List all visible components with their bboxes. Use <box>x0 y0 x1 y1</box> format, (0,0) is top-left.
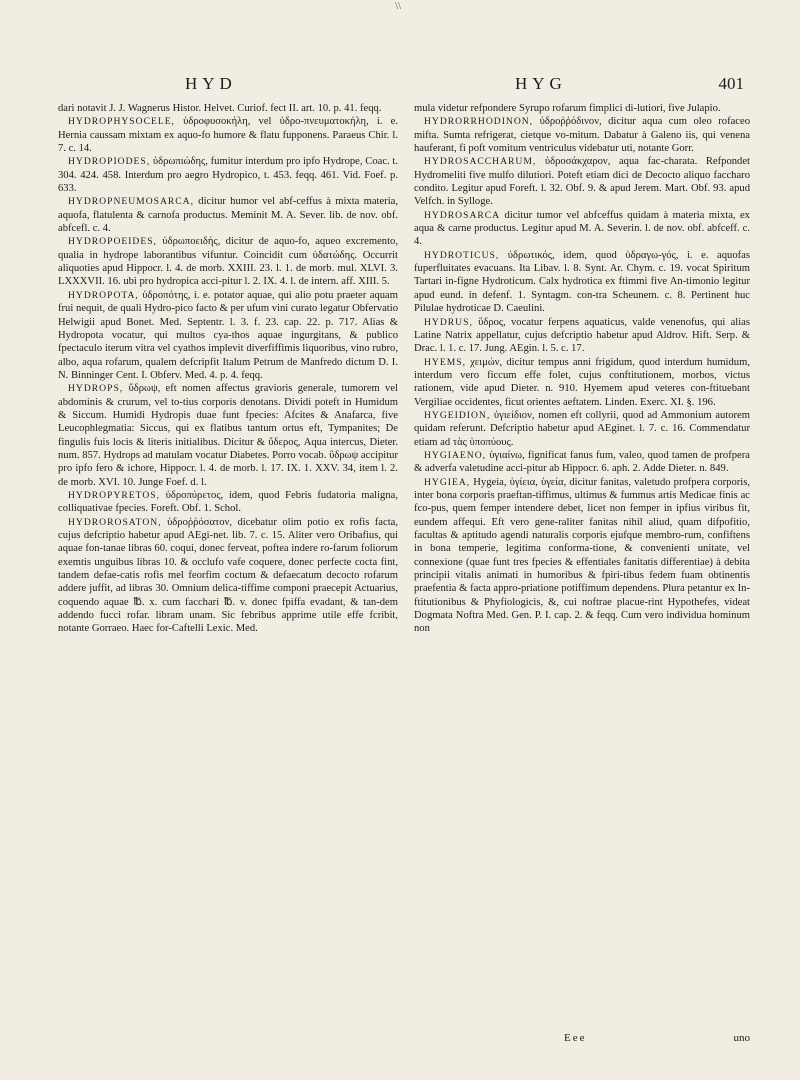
entry-lemma: HYDROPS, <box>68 383 124 395</box>
dictionary-entry <box>414 476 750 636</box>
entry-text: dicitur tumor vel abfceffus quidam à materia mixta, ex aqua & carne productus. Legitur apud M. A. Severin. l. de nov. obf. abfceff. c. 4. <box>414 209 750 248</box>
catchword: uno <box>733 1032 750 1044</box>
header-right-title: HYG <box>515 74 567 93</box>
entry-text: ὕδρος, vocatur ferpens aquaticus, valde venenofus, qui alias Latine Natrix appellatur, cujus defcriptio habetur apud Aldrov. Hift. Serp. & Drac. l. 1. c. 17. Jung. AEgin. l. 5. c. 17. <box>414 316 750 355</box>
signature-mark: Eee <box>564 1032 587 1044</box>
dictionary-entry <box>58 382 398 489</box>
entry-lemma: HYDROPOEIDES, <box>68 236 157 248</box>
entry-text: ὑδρωπιώδης, fumitur interdum pro ipfo Hydrope, Coac. t. 304. 424. 458. Interdum pro aegro Hydropico, t. 453. feqq. 461. Vid. Foef. p. 633. <box>58 156 399 195</box>
entry-lemma: HYDROPNEUMOSARCA, <box>68 196 195 208</box>
entry-text: Hygeia, ὑγίεια, ὑγεία, dicitur fanitas, valetudo profpera corporis, inter bona corporis praeftan-tiffimus, ultimus & fummus artis Medicae finis ac fco-pus, quem femper intendere debet, licet non femper in ipfius viribus fit, eundem affequi. Eft vero gene-raliter fanitas nihil aliud, quam difpofitio, facultas & aptitudo agendi naturalis corporis ejufque membro-rum, confiftens in bona temperie, legitima conforma-tione, & convenienti unitate, vel connexione (quae funt tres fpecies & effentiales fanitatis differentiae) à debita principii vitalis animati in humoribus & fpiri-tibus fedem fuam obtinentis praefentia & facta appro-priatione potiffimum dependens. Plura petantur ex In-ftitutionibus & Phyfiologicis, &, cui noftrae placue-rint Hypothefes, videat Dogmata Noftra Med. Gen. P. I. cap. 2. & feqq. Cum vero individua hominum non <box>414 476 750 635</box>
entry-text: ὑγιαίνω, fignificat fanus fum, valeo, quod tamen de profpera & adverfa valetudine acci-pitur ab Hippocr. 6. aph. 2. Adde Dieter. n. 849. <box>414 449 750 475</box>
entry-lemma: HYDROPHYSOCELE, <box>68 116 175 128</box>
top-mark: \\ <box>395 0 402 12</box>
dictionary-entry <box>414 316 750 356</box>
entry-text: ὑδροῤῥόσατον, dicebatur olim potio ex rofis facta, cujus defcriptio habetur apud AEgi-net. lib. 7. c. 15. Aliter vero Oribafius, qui aquae fon-tanae libras 60. coqui, donec ferveat, poftea indere ro-farum foliorum exemtis unguibus libras 10. & occlufo vafe coquere, donec perfecte cocta fint, tandem defae-catis rofis mel feorfim coctum & defaecatum decocto rofarum addere juffit, ad libras 30. Omnium delica-tiffime componi praecepit Actuarius, coquendo aquae ℔. x. cum facchari ℔. v. donec fpiffa evadant, & tan-dem addendo fucci rofar. libram unam. Sic febribus apprime utile effe fcribit, notante Gorraeo. Haec for-Caftelli Lexic. Med. <box>58 516 398 635</box>
dictionary-entry <box>58 289 398 382</box>
dictionary-entry <box>58 516 398 636</box>
dictionary-entry <box>414 449 750 476</box>
dictionary-entry <box>58 235 398 288</box>
entry-lemma: HYDROSARCA <box>424 209 501 221</box>
dictionary-entry <box>414 102 750 115</box>
dictionary-entry <box>58 195 398 235</box>
entry-lemma: HYDROTICUS, <box>424 249 500 261</box>
entry-lemma: HYGIEA, <box>424 476 471 488</box>
entry-text: ὑδροπύρετος, idem, quod Febris fudatoria maligna, colliquativae fpecies. Foreft. Obf. 1. Schol. <box>58 489 398 515</box>
entry-lemma: HYDROPOTA, <box>68 289 139 301</box>
entry-text: mula videtur refpondere Syrupo rofarum fimplici di-lutiori, five Julapio. <box>414 103 721 114</box>
entry-text: ὕδρωψ, eft nomen affectus gravioris generale, tumorem vel abdominis & crurum, vel to-tius corporis denotans. Dividi poteft in Humidum & Siccum. Humidi Hydropis duae funt fpecies: Afcites & Anafarca, five Leucophlegmatia: Siccus, qui ex flatibus tantum ortus eft, Tympanites; De fingulis fuis locis & literis initialibus. Dicitur & ὕδερος, Aqua intercus, Dieter. num. 857. Hydrops ad matulam vocatur Diabetes. Porro vocab. ὕδρωψ accipitur pro ipfo fero & ichore, Hippocr. l. 4. de morb. l. 17. IX. 1. XXV. 34, item l. 2. de morb. XVI. 10. Junge Foef. d. l. <box>58 383 398 488</box>
dictionary-entry <box>414 356 750 409</box>
dictionary-entry <box>414 409 750 449</box>
entry-text: ὑδροῤῥόδινον, dicitur aqua cum oleo rofaceo mifta. Sumta refrigerat, cietque vo-mitum. Dabatur à Galeno iis, qui venena hauferant, fi poft vomitum ventriculus videbatur uti, notante Gorr. <box>414 116 750 155</box>
entry-text: dicitur humor vel abf-ceffus à mixta materia, aquofa, flatulenta & carnofa productus. Meminit M. A. Sever. lib. de nov. obf. abfcefl. c. 4. <box>58 196 398 235</box>
entry-text: ὑγιείδιον, nomen eft collyrii, quod ad Ammonium autorem quidam referunt. Defcriptio habetur apud AEginet. l. 7. c. 16. Commendatur etiam ad τὰς ὑποπύους. <box>414 409 750 448</box>
running-header <box>50 74 744 94</box>
entry-text: ὑδροφυσοκήλη, vel ὑδρο-πνευματοκήλη, i. e. Hernia caussam mixtam ex aquo-fo humore & flatu fupponens. Paraeus Chir. l. 7. c. 14. <box>58 116 398 155</box>
entry-text: ὑδρωποειδής, dicitur de aquo-fo, aqueo excremento, qualia in hydrope laborantibus vifuntur. Coincidit cum ὑδατώδης. Occurrit aliquoties apud Hippocr. l. 4. de morb. XXIII. 23. l. 1. de morb. mul. XLVI. 3. LXXXVII. 16. ubi pro hydropica acci-pitur l. 2. IX. 4. l. de intern. aff. XIII. 5. <box>58 236 398 288</box>
entry-lemma: HYDRUS, <box>424 316 473 328</box>
entry-lemma: HYDROPIODES, <box>68 156 151 168</box>
dictionary-entry <box>58 102 398 115</box>
entry-text: ὑδροπότης, i. e. potator aquae, qui alio potu praeter aquam frui nequit, de quali Hydro-pico facto & per ufum vini curato legatur Obfervatio Helwigii apud Bonet. Med. Septentr. l. 3. f. 23. cap. 22. p. 717. Alias & Hydropota vocatur, qui multos cya-thos aquae ingurgitans, & publico fpectaculo iterum vitra vel cyathos implevit diverfiffimis liquoribus, vino rubro, albo, aqua rofarum, qualem defcripfit Italum Petrum de Manfredo dictum D. I. N. Binninger Cent. I. Obferv. Med. 4. p. 4. feqq. <box>58 289 398 381</box>
entry-text: χειμών, dicitur tempus anni frigidum, quod interdum humidum, interdum vero ficcum effe folet, cujus conftitutionem, morbos, victus rationem, vide apud Dieter. n. 910. Hyemem apud veteres con-ftituebant Vergiliae occidentes, ficut orientes aeftatem. Linden. Exerc. XI. §. 196. <box>414 356 750 408</box>
entry-lemma: HYEMS, <box>424 356 466 368</box>
entry-lemma: HYDRORRHODINON, <box>424 116 534 128</box>
entry-lemma: HYDROROSATON, <box>68 516 162 528</box>
entry-lemma: HYDROSACCHARUM, <box>424 156 537 168</box>
entry-lemma: HYGIAENO, <box>424 449 487 461</box>
dictionary-entry <box>414 115 750 155</box>
entry-lemma: HYDROPYRETOS, <box>68 489 160 501</box>
left-column <box>58 102 398 636</box>
dictionary-entry <box>414 209 750 249</box>
dictionary-entry <box>58 489 398 516</box>
entry-text: ὑδροσάκχαρον, aqua fac-charata. Refpondet Hydromeliti five mulfo dilutiori. Poteft etiam dici de Decocto aliquo faccharo condito. Legitur apud Foreft. l. 32. Obf. 9. & apud Jerem. Mart. Obf. 93. apud Velfch. in Sylloge. <box>414 156 750 208</box>
header-left-title: HYD <box>185 74 237 93</box>
dictionary-entry <box>414 249 750 316</box>
dictionary-entry <box>58 115 398 155</box>
page-number: 401 <box>718 74 744 93</box>
entry-text: dari notavit J. J. Wagnerus Histor. Helvet. Curiof. fect II. art. 10. p. 41. feqq. <box>58 103 382 114</box>
entry-lemma: HYGEIDION, <box>424 409 491 421</box>
page-footer <box>414 1032 750 1048</box>
dictionary-entry <box>414 155 750 208</box>
entry-text: ὑδρωτικός, idem, quod ὑδραγω-γός, i. e. aquofas fuperfluitates evacuans. Ita Libav. l. 8. Synt. Ar. Chym. c. 19. vocat Spiritum Tartari in-figne Hydroticum. Calx hydrotica ex ftimmi five An-timonio legitur apud eund. in defenf. 1. Syntagm. con-tra Scheunem. c. 8. Pertinent huc Pilulae hydroticae D. Caeulini. <box>414 249 750 315</box>
dictionary-entry <box>58 155 398 195</box>
right-column <box>414 102 750 636</box>
